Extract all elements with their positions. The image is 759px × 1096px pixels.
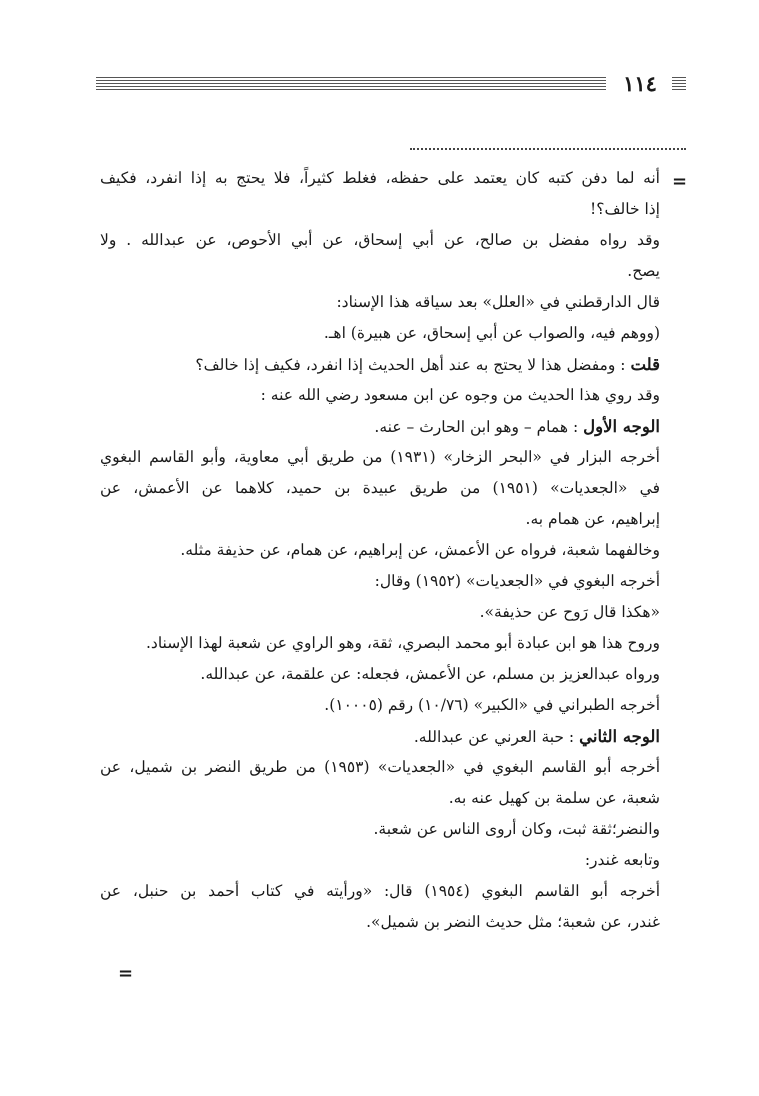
- text-line: [100, 473, 660, 504]
- text-line: [100, 287, 660, 318]
- text-line: [100, 721, 660, 752]
- text-line: [100, 907, 660, 938]
- line-text: وقد رواه مفضل بن صالح، عن أبي إسحاق، عن أبي الأحوص، عن عبدالله . ولا: [100, 231, 660, 249]
- text-line: [100, 318, 660, 349]
- line-text: إذا خالف؟!: [590, 200, 660, 218]
- text-line: [100, 690, 660, 721]
- line-text: إبراهيم، عن همام به.: [525, 510, 660, 528]
- line-text: في «الجعديات» (١٩٥١) من طريق عبيدة بن حميد، كلاهما عن الأعمش، عن: [100, 479, 660, 497]
- line-text: وخالفهما شعبة، فرواه عن الأعمش، عن إبراهيم، عن همام، عن حذيفة مثله.: [180, 541, 660, 559]
- line-text: وروح هذا هو ابن عبادة أبو محمد البصري، ثقة، وهو الراوي عن شعبة لهذا الإسناد.: [145, 634, 660, 652]
- line-text: والنضر؛ثقة ثبت، وكان أروى الناس عن شعبة.: [373, 820, 660, 838]
- text-line: [100, 845, 660, 876]
- text-line: [100, 659, 660, 690]
- line-text: أخرجه البزار في «البحر الزخار» (١٩٣١) من طريق أبي معاوية، وأبو القاسم البغوي: [100, 448, 660, 466]
- line-text: أنه لما دفن كتبه كان يعتمد على حفظه، فغلط كثيراً، فلا يحتج به إذا انفرد، فكيف: [100, 169, 660, 187]
- text-line: [100, 566, 660, 597]
- line-text: ورواه عبدالعزيز بن مسلم، عن الأعمش، فجعله: عن علقمة، عن عبدالله.: [200, 665, 660, 683]
- line-text: وقد روي هذا الحديث من وجوه عن ابن مسعود رضي الله عنه :: [260, 386, 660, 404]
- line-text: أخرجه أبو القاسم البغوي (١٩٥٤) قال: «ورأيته في كتاب أحمد بن حنبل، عن: [100, 882, 660, 900]
- text-line: [100, 256, 660, 287]
- line-text: أخرجه أبو القاسم البغوي في «الجعديات» (١٩٥٣) من طريق النضر بن شميل، عن: [100, 758, 660, 776]
- line-text: قال الدارقطني في «العلل» بعد سياقه هذا الإسناد:: [336, 293, 660, 311]
- text-line: [100, 349, 660, 380]
- header-rule-left: [96, 77, 606, 91]
- continuation-mark-bottom: =: [118, 963, 134, 984]
- text-line: [100, 876, 660, 907]
- text-line: [100, 194, 660, 225]
- header-rule-right: [672, 77, 686, 91]
- line-text: (ووهم فيه، والصواب عن أبي إسحاق، عن هبيرة) اهـ.: [323, 324, 660, 342]
- line-text: يصح.: [627, 262, 660, 280]
- line-text: : حبة العرني عن عبدالله.: [413, 728, 575, 746]
- page-number: ١١٤: [623, 71, 657, 96]
- text-line: [100, 442, 660, 473]
- bold-label: الوجه الأول: [583, 417, 660, 436]
- line-text: غندر، عن شعبة؛ مثل حديث النضر بن شميل».: [366, 913, 660, 931]
- page-header: [96, 72, 686, 96]
- text-line: [100, 225, 660, 256]
- text-line: [100, 504, 660, 535]
- dotted-separator: [410, 148, 686, 150]
- line-text: : ومفضل هذا لا يحتج به عند أهل الحديث إذا انفرد، فكيف إذا خالف؟: [195, 356, 626, 374]
- line-text: أخرجه البغوي في «الجعديات» (١٩٥٢) وقال:: [374, 572, 660, 590]
- bold-label: الوجه الثاني: [579, 727, 660, 746]
- text-line: [100, 628, 660, 659]
- text-line: [100, 783, 660, 814]
- text-line: [100, 814, 660, 845]
- text-line: [100, 752, 660, 783]
- footnote-body: [100, 163, 660, 938]
- line-text: شعبة، عن سلمة بن كهيل عنه به.: [448, 789, 660, 807]
- text-line: [100, 380, 660, 411]
- bold-label: قلت: [630, 355, 660, 374]
- text-line: [100, 597, 660, 628]
- line-text: أخرجه الطبراني في «الكبير» (١٠/٧٦) رقم (١٠٠٠٥).: [324, 696, 660, 714]
- line-text: وتابعه غندر:: [584, 851, 660, 869]
- line-text: : همام – وهو ابن الحارث – عنه.: [374, 418, 579, 436]
- continuation-mark-top: =: [672, 171, 688, 192]
- text-line: [100, 535, 660, 566]
- text-line: [100, 411, 660, 442]
- line-text: «هكذا قال رَوح عن حذيفة».: [479, 603, 660, 621]
- text-line: [100, 163, 660, 194]
